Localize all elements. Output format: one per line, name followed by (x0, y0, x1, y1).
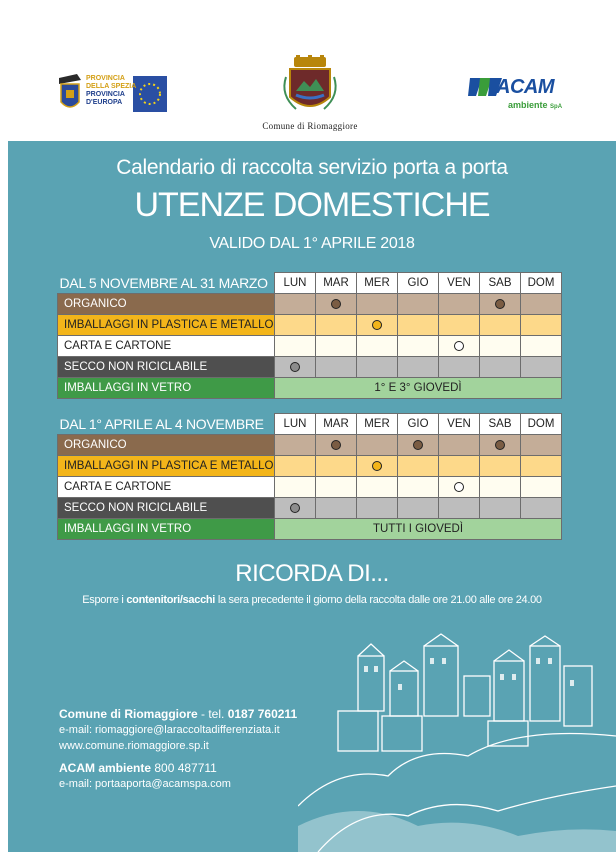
collection-dot-icon (331, 299, 341, 309)
day-cell (439, 477, 480, 498)
calendar-period: DAL 5 NOVEMBRE AL 31 MARZO (59, 274, 268, 291)
day-cell (316, 357, 357, 378)
acam-logo (466, 74, 566, 116)
header (0, 0, 616, 140)
day-cell (439, 498, 480, 519)
calendar-row-sec (58, 498, 562, 519)
ricorda-text (8, 594, 616, 606)
day-cell (357, 336, 398, 357)
day-header-lun: LUN (275, 414, 316, 435)
calendar-row-car (58, 477, 562, 498)
calendar-header-row (58, 414, 562, 435)
day-cell (275, 294, 316, 315)
acam-sub-small: SpA (550, 104, 563, 110)
day-header-lun: LUN (275, 273, 316, 294)
day-header-dom: DOM (521, 414, 562, 435)
waste-label: IMBALLAGGI IN VETRO (58, 519, 275, 540)
day-cell (316, 456, 357, 477)
calendar-panel (8, 141, 616, 852)
day-header-dom: DOM (521, 273, 562, 294)
contacts-block (59, 706, 297, 792)
title-line-2: UTENZE DOMESTICHE (134, 186, 490, 224)
comune-email: e-mail: riomaggiore@laraccoltadifferenziata.it (59, 724, 280, 736)
acam-wordmark: ACAM (496, 76, 554, 98)
calendar-row-vetro (58, 519, 562, 540)
comune-tel-label: - tel. (197, 707, 228, 721)
collection-dot-icon (454, 482, 464, 492)
day-cell (316, 336, 357, 357)
glass-schedule: 1° E 3° GIOVEDÌ (275, 378, 562, 399)
day-cell (398, 498, 439, 519)
day-header-sab: SAB (480, 273, 521, 294)
calendar-table-winter (57, 272, 562, 399)
day-cell (439, 357, 480, 378)
day-header-mar: MAR (316, 273, 357, 294)
day-cell (439, 336, 480, 357)
waste-label: IMBALLAGGI IN VETRO (58, 378, 275, 399)
day-cell (316, 315, 357, 336)
day-cell (357, 477, 398, 498)
day-cell (398, 336, 439, 357)
provincia-line-2: DELLA SPEZIA (86, 83, 137, 90)
comune-web: www.comune.riomaggiore.sp.it (59, 740, 209, 752)
day-cell (398, 456, 439, 477)
day-cell (439, 294, 480, 315)
day-header-mer: MER (357, 273, 398, 294)
day-cell (480, 294, 521, 315)
day-cell (275, 315, 316, 336)
acam-contact (59, 760, 297, 776)
day-cell (521, 357, 562, 378)
day-cell (275, 435, 316, 456)
collection-dot-icon (290, 362, 300, 372)
day-cell (357, 435, 398, 456)
comune-name: Comune di Riomaggiore (262, 121, 358, 131)
collection-dot-icon (290, 503, 300, 513)
day-cell (398, 315, 439, 336)
day-cell (480, 315, 521, 336)
day-cell (316, 294, 357, 315)
day-cell (357, 294, 398, 315)
day-cell (398, 477, 439, 498)
calendar-row-pla (58, 315, 562, 336)
day-cell (480, 336, 521, 357)
day-cell (357, 357, 398, 378)
day-cell (439, 315, 480, 336)
title-line-1: Calendario di raccolta servizio porta a porta (116, 156, 508, 179)
calendar-row-org (58, 435, 562, 456)
day-cell (521, 498, 562, 519)
comune-logo (250, 55, 370, 135)
day-cell (357, 456, 398, 477)
collection-dot-icon (454, 341, 464, 351)
town-illustration (298, 626, 616, 852)
collection-dot-icon (413, 440, 423, 450)
day-cell (275, 357, 316, 378)
collection-dot-icon (495, 440, 505, 450)
day-cell (480, 477, 521, 498)
day-cell (316, 477, 357, 498)
waste-label: ORGANICO (58, 435, 275, 456)
provincia-line-3: PROVINCIA (86, 91, 125, 98)
day-header-ven: VEN (439, 414, 480, 435)
provincia-text (86, 75, 136, 107)
day-cell (357, 315, 398, 336)
collection-dot-icon (372, 320, 382, 330)
day-header-sab: SAB (480, 414, 521, 435)
day-cell (521, 456, 562, 477)
day-cell (398, 294, 439, 315)
calendar-header-row (58, 273, 562, 294)
day-cell (316, 498, 357, 519)
ricorda-text-bold: contenitori/sacchi (126, 594, 216, 606)
day-cell (275, 336, 316, 357)
day-cell (275, 477, 316, 498)
waste-label: CARTA E CARTONE (58, 336, 275, 357)
comune-contact-name: Comune di Riomaggiore (59, 707, 198, 721)
calendar-period: DAL 1° APRILE AL 4 NOVEMBRE (59, 415, 264, 432)
comune-tel: 0187 760211 (227, 707, 298, 721)
day-cell (439, 456, 480, 477)
day-cell (521, 315, 562, 336)
acam-sub-text: ambiente (508, 100, 548, 110)
provincia-logo (55, 72, 170, 114)
title-line-3: VALIDO DAL 1° APRILE 2018 (209, 235, 415, 252)
acam-sub (508, 100, 562, 110)
day-cell (480, 435, 521, 456)
day-cell (357, 498, 398, 519)
day-cell (480, 498, 521, 519)
day-header-gio: GIO (398, 414, 439, 435)
day-cell (398, 357, 439, 378)
acam-tel: 800 487711 (151, 761, 217, 775)
day-cell (275, 498, 316, 519)
day-cell (275, 456, 316, 477)
waste-label: IMBALLAGGI IN PLASTICA E METALLO (58, 315, 275, 336)
collection-dot-icon (372, 461, 382, 471)
acam-email: e-mail: portaaporta@acamspa.com (59, 778, 231, 790)
waste-label: SECCO NON RICICLABILE (58, 498, 275, 519)
ricorda-text-2: la sera precedente il giorno della raccolta dalle ore 21.00 alle ore 24.00 (215, 594, 542, 606)
provincia-line-4: D'EUROPA (86, 99, 123, 106)
day-cell (439, 435, 480, 456)
waste-label: SECCO NON RICICLABILE (58, 357, 275, 378)
day-cell (480, 456, 521, 477)
ricorda-title: RICORDA DI... (235, 560, 389, 587)
ricorda-text-1: Esporre i (82, 594, 127, 606)
comune-contact (59, 706, 297, 722)
waste-label: IMBALLAGGI IN PLASTICA E METALLO (58, 456, 275, 477)
day-header-ven: VEN (439, 273, 480, 294)
provincia-line-1: PROVINCIA (86, 75, 125, 82)
calendar-row-car (58, 336, 562, 357)
acam-contact-name: ACAM ambiente (59, 761, 152, 775)
collection-dot-icon (495, 299, 505, 309)
day-header-gio: GIO (398, 273, 439, 294)
day-header-mar: MAR (316, 414, 357, 435)
calendar-table-summer (57, 413, 562, 540)
day-cell (521, 435, 562, 456)
comune-crest-icon (250, 55, 370, 117)
day-cell (316, 435, 357, 456)
day-cell (521, 336, 562, 357)
calendar-row-sec (58, 357, 562, 378)
calendar-row-vetro (58, 378, 562, 399)
glass-schedule: TUTTI I GIOVEDÌ (275, 519, 562, 540)
calendar-row-org (58, 294, 562, 315)
waste-label: CARTA E CARTONE (58, 477, 275, 498)
waste-label: ORGANICO (58, 294, 275, 315)
collection-dot-icon (331, 440, 341, 450)
day-cell (521, 294, 562, 315)
day-cell (521, 477, 562, 498)
day-cell (480, 357, 521, 378)
day-cell (398, 435, 439, 456)
day-header-mer: MER (357, 414, 398, 435)
calendar-row-pla (58, 456, 562, 477)
